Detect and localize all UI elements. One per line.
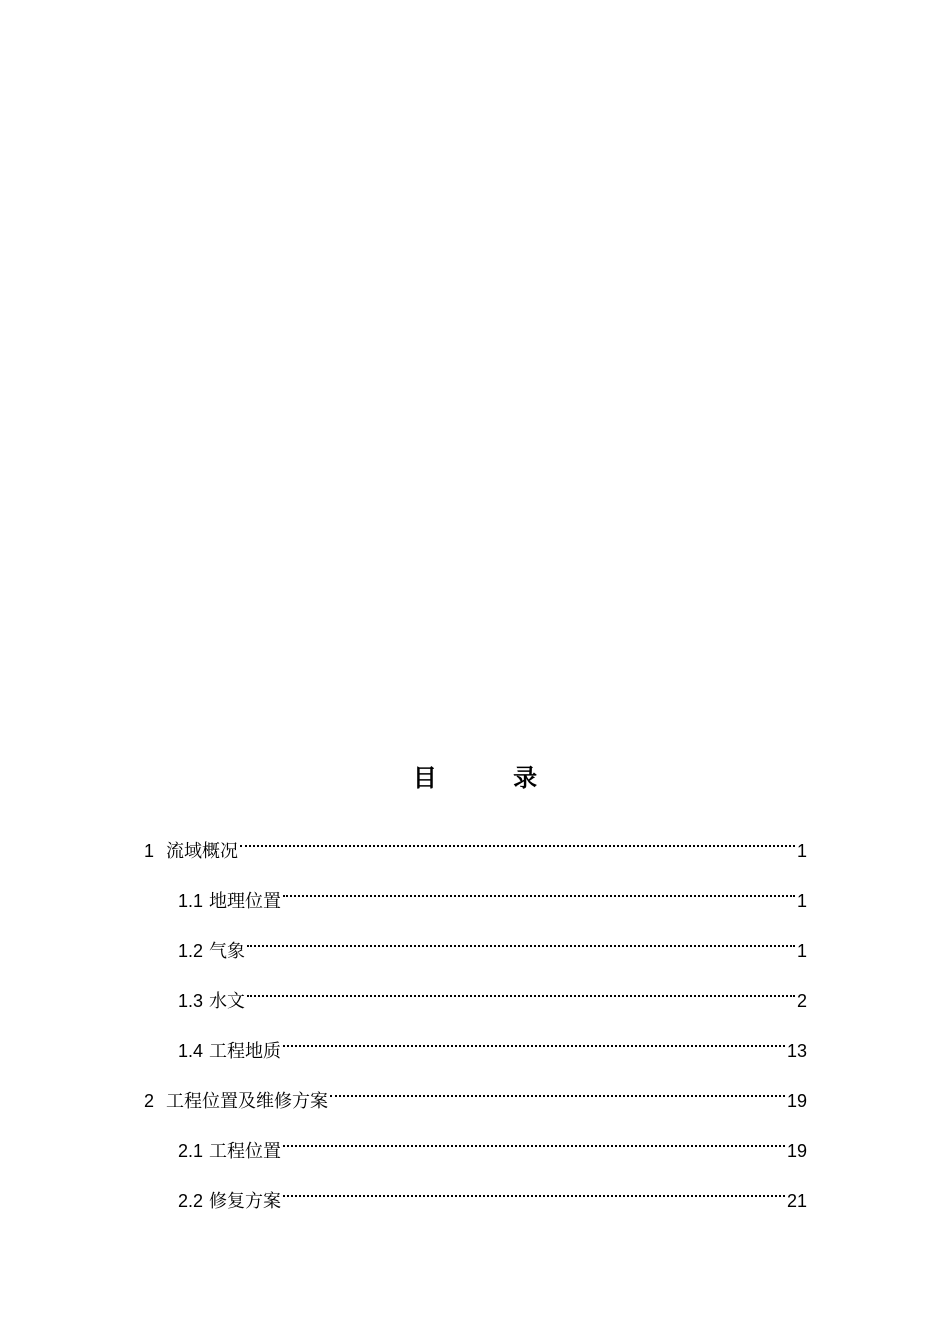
toc-entry-text: 工程地质	[209, 1041, 282, 1062]
toc-leader-dots	[330, 1073, 785, 1107]
toc-entry[interactable]	[178, 923, 807, 962]
toc-entry-page: 19	[786, 1091, 807, 1111]
toc-leader-dots	[283, 1023, 785, 1057]
toc-entry-text: 水文	[209, 991, 246, 1012]
toc-entry-number: 1.1	[178, 891, 204, 911]
toc-entry[interactable]	[144, 1073, 807, 1112]
toc-entry-number: 2	[144, 1091, 155, 1111]
toc-entry-number: 1	[144, 841, 155, 861]
toc-entry[interactable]	[178, 1023, 807, 1062]
toc-entry-text: 修复方案	[209, 1191, 282, 1212]
toc-entry-page: 13	[786, 1041, 807, 1061]
toc-entry-text: 地理位置	[209, 891, 282, 912]
toc-entry-page: 2	[796, 991, 807, 1011]
toc-entry-number: 2.2	[178, 1191, 204, 1211]
toc-entry-text: 工程位置	[209, 1141, 282, 1162]
toc-leader-dots	[283, 873, 795, 907]
toc-entry-number: 1.3	[178, 991, 204, 1011]
toc-entry-text: 气象	[209, 941, 246, 962]
toc-entry[interactable]	[178, 873, 807, 912]
toc-leader-dots	[283, 1173, 785, 1207]
toc-entry-page: 19	[786, 1141, 807, 1161]
toc-entry[interactable]	[178, 1123, 807, 1162]
toc-entry-page: 21	[786, 1191, 807, 1211]
toc-entry-number: 2.1	[178, 1141, 204, 1161]
toc-entry-text: 工程位置及维修方案	[166, 1091, 329, 1112]
toc-leader-dots	[283, 1123, 785, 1157]
toc-leader-dots	[247, 923, 795, 957]
toc-leader-dots	[240, 823, 795, 857]
toc-entry-page: 1	[796, 941, 807, 961]
toc-entry-number: 1.4	[178, 1041, 204, 1061]
toc-entry-page: 1	[796, 891, 807, 911]
toc-title: 目 录	[412, 763, 572, 792]
toc-leader-dots	[247, 973, 795, 1007]
toc-entry-page: 1	[796, 841, 807, 861]
toc-entry[interactable]	[178, 1173, 807, 1212]
toc-entry[interactable]	[178, 973, 807, 1012]
toc-entry-number: 1.2	[178, 941, 204, 961]
toc-entry-text: 流域概况	[166, 841, 239, 862]
toc-entry[interactable]	[144, 823, 807, 862]
